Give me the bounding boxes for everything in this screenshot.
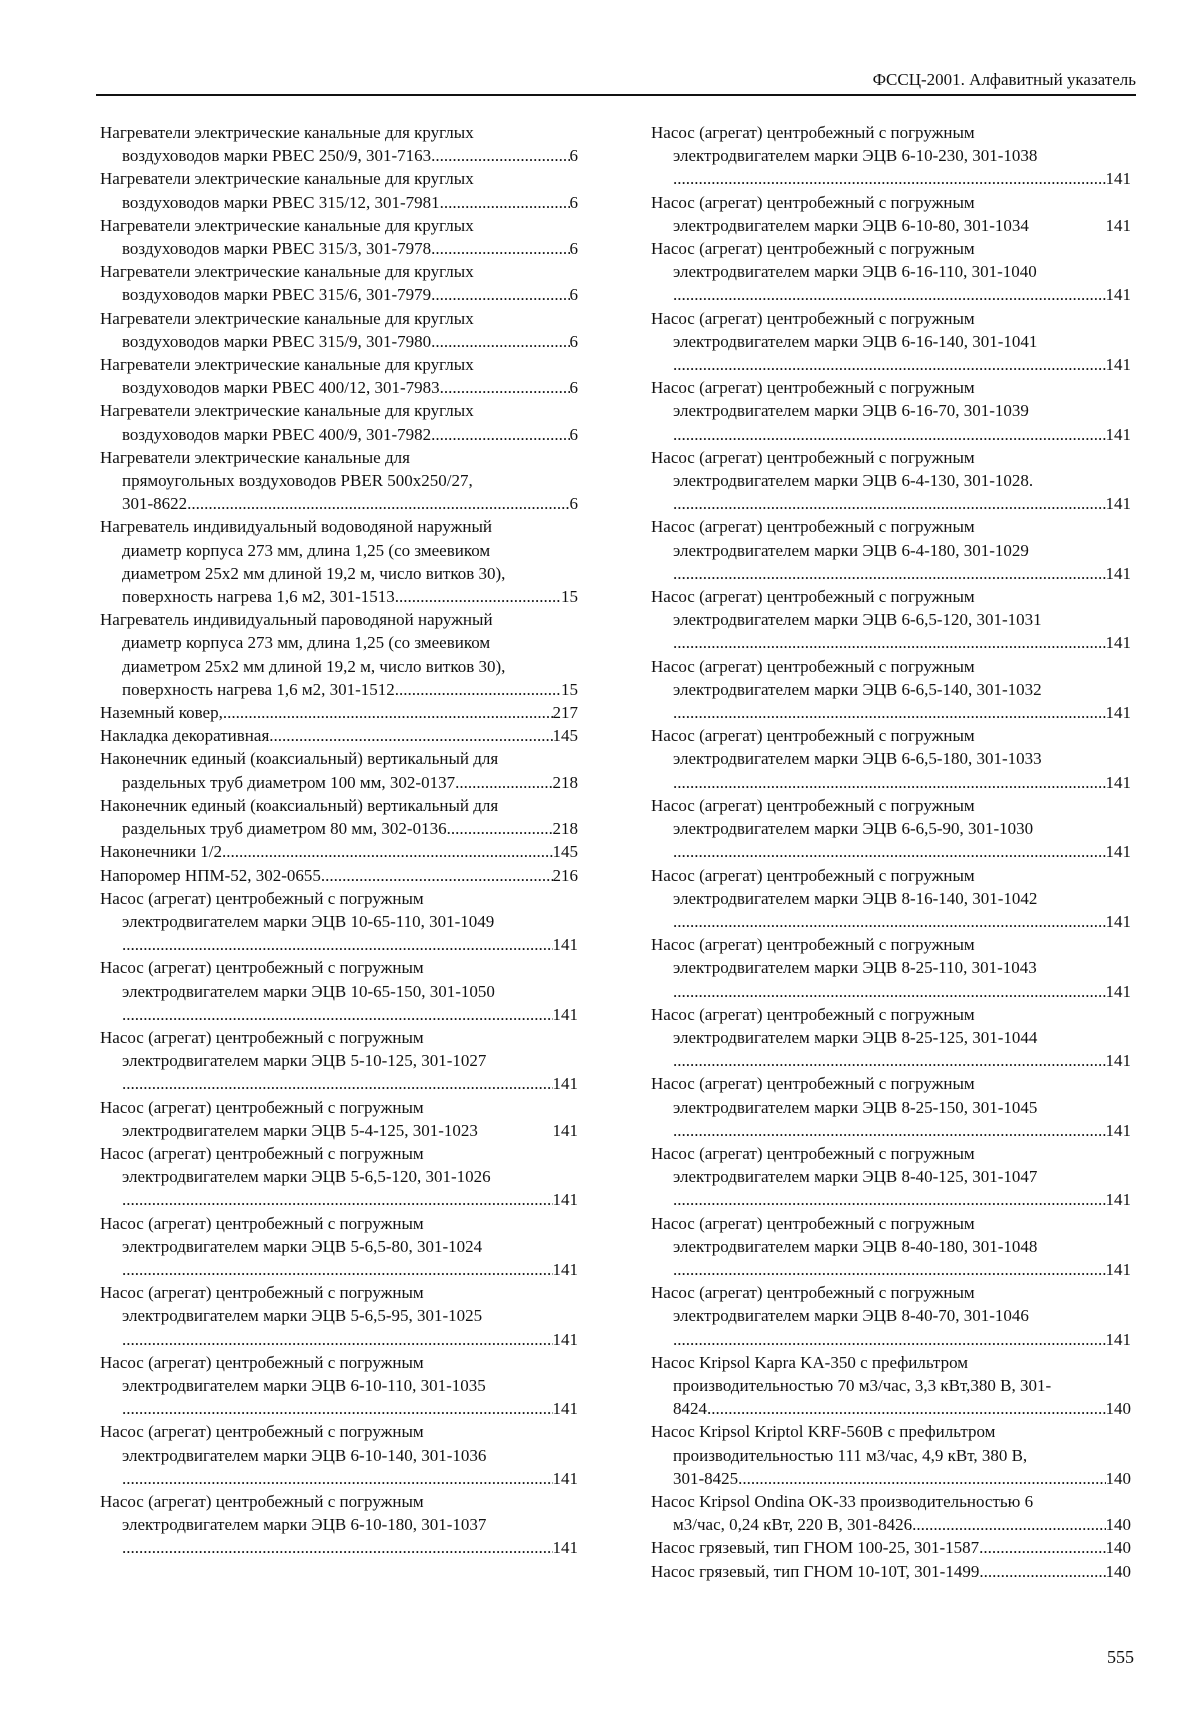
- index-entry-line: электродвигателем марки ЭЦВ 6-10-180, 301-1037: [122, 1515, 487, 1535]
- dot-leader: [122, 933, 553, 956]
- page-ref: 141: [552, 935, 578, 955]
- index-entry-line: производительностью 111 м3/час, 4,9 кВт, 380 В,: [673, 1445, 1028, 1465]
- index-entry-line: Насос Kripsol Kapra KA-350 с префильтром: [651, 1352, 968, 1372]
- dot-leader: [455, 771, 552, 794]
- index-entry-line: электродвигателем марки ЭЦВ 6-10-110, 301-1035: [122, 1375, 486, 1395]
- dot-leader: [223, 701, 553, 724]
- dot-leader: [431, 330, 569, 353]
- index-entry-line: электродвигателем марки ЭЦВ 8-40-180, 301-1048: [673, 1236, 1038, 1256]
- dot-leader: [673, 283, 1106, 306]
- page-ref: 6: [569, 285, 578, 305]
- index-entry: [651, 655, 1131, 725]
- dot-leader: [673, 1258, 1106, 1281]
- dot-leader: [673, 492, 1106, 515]
- index-entry: [651, 1536, 1131, 1559]
- entry-text: электродвигателем марки ЭЦВ 6-10-80, 301-1034: [673, 215, 1029, 235]
- index-column-right: [651, 121, 1131, 1583]
- dot-leader: [912, 1513, 1105, 1536]
- index-entry: [651, 1281, 1131, 1351]
- dot-leader: [673, 1119, 1106, 1142]
- dot-leader: [122, 1072, 553, 1095]
- index-entry-line: диаметром 25х2 мм длиной 19,2 м, число витков 30),: [122, 656, 506, 676]
- index-entry-page-line: [651, 771, 1131, 794]
- page-ref: 141: [552, 1538, 578, 1558]
- index-entry-line: Насос (агрегат) центробежный с погружным: [651, 1004, 975, 1024]
- page-ref: 145: [552, 726, 578, 746]
- page-ref: 6: [569, 494, 578, 514]
- page-ref: 145: [552, 842, 578, 862]
- dot-leader: [395, 585, 561, 608]
- index-entry-line: Насос (агрегат) центробежный с погружным: [100, 1491, 424, 1511]
- index-entry-line: электродвигателем марки ЭЦВ 5-6,5-120, 301-1026: [122, 1167, 491, 1187]
- index-entry-line: диаметр корпуса 273 мм, длина 1,25 (со змеевиком: [122, 540, 491, 560]
- entry-text: Накладка декоративная: [100, 726, 270, 746]
- index-entry-line: [100, 144, 578, 167]
- running-header: [96, 64, 1136, 96]
- index-entry-page-line: [651, 840, 1131, 863]
- dot-leader: [673, 423, 1106, 446]
- index-entry-line: [100, 840, 578, 863]
- index-entry-line: Насос (агрегат) центробежный с погружным: [651, 378, 975, 398]
- index-entry-line: электродвигателем марки ЭЦВ 6-6,5-120, 301-1031: [673, 610, 1042, 630]
- index-entry-line: [100, 585, 578, 608]
- index-entry-line: электродвигателем марки ЭЦВ 8-40-125, 301-1047: [673, 1167, 1038, 1187]
- entry-text: раздельных труб диаметром 100 мм, 302-0137: [122, 772, 456, 792]
- index-entry-line: [100, 283, 578, 306]
- dot-leader: [738, 1467, 1105, 1490]
- index-entry: [100, 307, 578, 353]
- index-entry: [100, 1212, 578, 1282]
- dot-leader: [673, 1049, 1106, 1072]
- entry-text: поверхность нагрева 1,6 м2, 301-1512: [122, 679, 395, 699]
- index-entry: [100, 167, 578, 213]
- index-entry: [651, 724, 1131, 794]
- entry-text: воздуховодов марки РВЕС 250/9, 301-7163: [122, 146, 432, 166]
- index-entry-line: [100, 191, 578, 214]
- page-ref: 141: [1105, 355, 1131, 375]
- index-entry-page-line: [651, 167, 1131, 190]
- page-ref: 141: [552, 1074, 578, 1094]
- index-entry-line: Насос (агрегат) центробежный с погружным: [100, 1422, 424, 1442]
- page-ref: 141: [1105, 633, 1131, 653]
- index-entry-line: Насос (агрегат) центробежный с погружным: [651, 935, 975, 955]
- index-entry: [651, 446, 1131, 516]
- index-entry-line: Наконечник единый (коаксиальный) вертикальный для: [100, 795, 499, 815]
- entry-text: 301-8425: [673, 1468, 739, 1488]
- index-entry-line: Насос (агрегат) центробежный с погружным: [651, 726, 975, 746]
- index-entry-line: Насос (агрегат) центробежный с погружным: [651, 865, 975, 885]
- dot-leader: [269, 724, 552, 747]
- index-entry-line: [100, 376, 578, 399]
- index-entry-line: Насос (агрегат) центробежный с погружным: [651, 656, 975, 676]
- index-entry-page-line: [651, 492, 1131, 515]
- dot-leader: [431, 283, 569, 306]
- page-ref: 141: [1105, 1259, 1131, 1279]
- index-entry-line: Насос (агрегат) центробежный с погружным: [100, 958, 424, 978]
- index-entry: [651, 1212, 1131, 1282]
- index-entry: [100, 887, 578, 957]
- page-ref: 141: [1105, 285, 1131, 305]
- index-entry: [100, 515, 578, 608]
- index-entry: [651, 307, 1131, 377]
- page-ref: 140: [1105, 1515, 1131, 1535]
- page-ref: 217: [552, 703, 578, 723]
- index-entry-line: [100, 237, 578, 260]
- page-ref: 141: [552, 1399, 578, 1419]
- entry-text: воздуховодов марки РВЕС 315/3, 301-7978: [122, 239, 432, 259]
- index-entry-line: [100, 1119, 578, 1142]
- page-ref: 141: [1105, 494, 1131, 514]
- page-ref: 141: [552, 1004, 578, 1024]
- index-entry-line: электродвигателем марки ЭЦВ 6-6,5-180, 301-1033: [673, 749, 1042, 769]
- index-entry-line: Насос (агрегат) центробежный с погружным: [100, 888, 424, 908]
- page-ref: 140: [1105, 1468, 1131, 1488]
- page-ref: 141: [1105, 424, 1131, 444]
- index-entry: [100, 747, 578, 793]
- index-entry-line: диаметром 25х2 мм длиной 19,2 м, число витков 30),: [122, 563, 506, 583]
- dot-leader: [673, 840, 1106, 863]
- dot-leader: [673, 167, 1106, 190]
- page-ref: 216: [552, 865, 578, 885]
- page-ref: 141: [1105, 703, 1131, 723]
- index-entry-line: Нагреватели электрические канальные для круглых: [100, 355, 474, 375]
- page-ref: 141: [1105, 772, 1131, 792]
- page-ref: 15: [561, 679, 578, 699]
- index-entry: [100, 608, 578, 701]
- index-entry-line: электродвигателем марки ЭЦВ 5-10-125, 301-1027: [122, 1051, 487, 1071]
- page-ref: 218: [552, 772, 578, 792]
- dot-leader: [673, 910, 1106, 933]
- index-entry-line: диаметр корпуса 273 мм, длина 1,25 (со змеевиком: [122, 633, 491, 653]
- page-ref: 6: [569, 378, 578, 398]
- index-entry-line: [651, 1536, 1131, 1559]
- index-entry-line: электродвигателем марки ЭЦВ 6-10-140, 301-1036: [122, 1445, 487, 1465]
- dot-leader: [673, 1188, 1106, 1211]
- index-entry-page-line: [100, 1328, 578, 1351]
- entry-text: Напоромер НПМ-52, 302-0655: [100, 865, 321, 885]
- page-ref: 141: [552, 1468, 578, 1488]
- dot-leader: [673, 1328, 1106, 1351]
- index-entry: [100, 1142, 578, 1212]
- index-entry-line: [100, 724, 578, 747]
- index-entry: [100, 1351, 578, 1421]
- index-entry-page-line: [651, 1258, 1131, 1281]
- index-entry: [100, 1490, 578, 1560]
- index-entry-line: [100, 771, 578, 794]
- page-ref: 6: [569, 239, 578, 259]
- index-entry-line: электродвигателем марки ЭЦВ 5-6,5-80, 301-1024: [122, 1236, 483, 1256]
- page-ref: 141: [1105, 1120, 1131, 1140]
- page-ref: 141: [1105, 1329, 1131, 1349]
- index-entry-line: электродвигателем марки ЭЦВ 6-16-110, 301-1040: [673, 262, 1037, 282]
- index-entry: [100, 864, 578, 887]
- page-ref: 141: [1105, 563, 1131, 583]
- dot-leader: [395, 678, 561, 701]
- dot-leader: [707, 1397, 1106, 1420]
- index-entry-line: Насос (агрегат) центробежный с погружным: [100, 1352, 424, 1372]
- index-entry-line: [100, 864, 578, 887]
- index-entry-line: [100, 492, 578, 515]
- index-entry-line: Нагреватели электрические канальные для круглых: [100, 308, 474, 328]
- page-ref: 6: [569, 331, 578, 351]
- dot-leader: [673, 353, 1106, 376]
- index-entry-line: Насос (агрегат) центробежный с погружным: [651, 517, 975, 537]
- page-ref: 141: [1105, 215, 1131, 235]
- entry-text: Насос грязевый, тип ГНОМ 10-10Т, 301-1499: [651, 1561, 980, 1581]
- dot-leader: [122, 1467, 553, 1490]
- entry-text: поверхность нагрева 1,6 м2, 301-1513: [122, 587, 395, 607]
- index-entry-line: Наконечник единый (коаксиальный) вертикальный для: [100, 749, 499, 769]
- index-entry-line: Нагреватели электрические канальные для: [100, 447, 410, 467]
- page-ref: 6: [569, 192, 578, 212]
- index-entry: [100, 121, 578, 167]
- index-entry-page-line: [651, 701, 1131, 724]
- page-number: 555: [1107, 1647, 1134, 1667]
- index-entry-line: Насос (агрегат) центробежный с погружным: [100, 1097, 424, 1117]
- dot-leader: [321, 864, 553, 887]
- entry-text: Насос грязевый, тип ГНОМ 100-25, 301-1587: [651, 1538, 980, 1558]
- page-ref: 6: [569, 146, 578, 166]
- page-ref: 140: [1105, 1561, 1131, 1581]
- page-ref: 140: [1105, 1399, 1131, 1419]
- page-ref: 141: [552, 1329, 578, 1349]
- index-entry: [651, 121, 1131, 191]
- dot-leader: [447, 817, 553, 840]
- index-entry-line: электродвигателем марки ЭЦВ 6-6,5-140, 301-1032: [673, 679, 1042, 699]
- index-entry-line: Нагреватель индивидуальный водоводяной наружный: [100, 517, 492, 537]
- index-entry-line: Насос Kripsol Ondina OK-33 производительностью 6: [651, 1491, 1034, 1511]
- index-entry: [651, 1420, 1131, 1490]
- dot-leader: [673, 701, 1106, 724]
- index-entry-line: Нагреватель индивидуальный пароводяной наружный: [100, 610, 493, 630]
- page-ref: 141: [1105, 1190, 1131, 1210]
- index-entry-line: Насос (агрегат) центробежный с погружным: [651, 1143, 975, 1163]
- index-entry: [100, 399, 578, 445]
- index-entry-page-line: [100, 1003, 578, 1026]
- header-title: ФССЦ-2001. Алфавитный указатель: [872, 70, 1136, 89]
- dot-leader: [440, 191, 570, 214]
- page-ref: 6: [569, 424, 578, 444]
- index-entry: [651, 1072, 1131, 1142]
- dot-leader: [222, 840, 552, 863]
- index-entry-line: Насос (агрегат) центробежный с погружным: [100, 1143, 424, 1163]
- dot-leader: [122, 1003, 553, 1026]
- index-entry: [100, 956, 578, 1026]
- page-ref: 141: [1105, 169, 1131, 189]
- index-entry-line: [100, 817, 578, 840]
- dot-leader: [431, 423, 569, 446]
- index-entry: [100, 1096, 578, 1142]
- dot-leader: [979, 1536, 1105, 1559]
- index-entry-line: Насос (агрегат) центробежный с погружным: [651, 795, 975, 815]
- index-entry: [100, 353, 578, 399]
- index-entry-page-line: [100, 1467, 578, 1490]
- entry-text: Наземный ковер,: [100, 703, 223, 723]
- dot-leader: [431, 237, 569, 260]
- index-entry-line: электродвигателем марки ЭЦВ 8-16-140, 301-1042: [673, 888, 1038, 908]
- index-entry-line: электродвигателем марки ЭЦВ 6-10-230, 301-1038: [673, 146, 1038, 166]
- index-entry-page-line: [100, 1258, 578, 1281]
- page-ref: 141: [1105, 842, 1131, 862]
- index-entry-line: [651, 214, 1131, 237]
- index-entry-line: [651, 1513, 1131, 1536]
- dot-leader: [122, 1188, 553, 1211]
- dot-leader: [673, 562, 1106, 585]
- page-ref: 141: [552, 1120, 578, 1140]
- index-entry-line: [100, 423, 578, 446]
- entry-text: воздуховодов марки РВЕС 315/9, 301-7980: [122, 331, 432, 351]
- dot-leader: [979, 1560, 1105, 1583]
- page-ref: 141: [552, 1259, 578, 1279]
- index-entry-line: Насос (агрегат) центробежный с погружным: [100, 1283, 424, 1303]
- index-entry: [100, 794, 578, 840]
- entry-text: воздуховодов марки РВЕС 315/12, 301-7981: [122, 192, 440, 212]
- index-entry-line: электродвигателем марки ЭЦВ 10-65-110, 301-1049: [122, 911, 495, 931]
- index-entry: [651, 1490, 1131, 1536]
- index-entry-line: Насос (агрегат) центробежный с погружным: [651, 447, 975, 467]
- index-entry: [100, 701, 578, 724]
- index-entry: [651, 376, 1131, 446]
- index-entry-line: Нагреватели электрические канальные для круглых: [100, 123, 474, 142]
- index-entry-line: электродвигателем марки ЭЦВ 6-4-180, 301-1029: [673, 540, 1029, 560]
- index-entry-page-line: [651, 353, 1131, 376]
- index-entry-page-line: [651, 283, 1131, 306]
- dot-leader: [122, 1258, 553, 1281]
- page-ref: 141: [1105, 1051, 1131, 1071]
- index-entry-line: Нагреватели электрические канальные для круглых: [100, 262, 474, 282]
- index-entry-page-line: [651, 1049, 1131, 1072]
- index-entry: [100, 214, 578, 260]
- index-entry-line: [100, 330, 578, 353]
- index-entry-line: Насос (агрегат) центробежный с погружным: [651, 239, 975, 259]
- page-ref: 15: [561, 587, 578, 607]
- index-entry: [100, 1026, 578, 1096]
- index-entry: [651, 515, 1131, 585]
- index-entry: [651, 191, 1131, 237]
- index-entry-line: Нагреватели электрические канальные для круглых: [100, 169, 474, 189]
- index-entry: [100, 840, 578, 863]
- index-entry-line: [651, 1397, 1131, 1420]
- index-entry-line: Насос (агрегат) центробежный с погружным: [651, 192, 975, 212]
- index-entry-page-line: [651, 631, 1131, 654]
- index-entry-page-line: [100, 1536, 578, 1559]
- index-entry-line: Насос (агрегат) центробежный с погружным: [100, 1213, 424, 1233]
- index-entry-page-line: [651, 910, 1131, 933]
- index-entry-line: электродвигателем марки ЭЦВ 8-40-70, 301-1046: [673, 1306, 1029, 1326]
- index-entry: [100, 1420, 578, 1490]
- index-entry-page-line: [100, 1397, 578, 1420]
- index-entry-line: электродвигателем марки ЭЦВ 8-25-150, 301-1045: [673, 1097, 1038, 1117]
- index-entry-line: электродвигателем марки ЭЦВ 10-65-150, 301-1050: [122, 981, 495, 1001]
- index-entry-line: электродвигателем марки ЭЦВ 8-25-110, 301-1043: [673, 958, 1037, 978]
- index-entry: [651, 1351, 1131, 1421]
- index-entry-page-line: [100, 933, 578, 956]
- index-entry-page-line: [651, 562, 1131, 585]
- entry-text: воздуховодов марки РВЕС 400/12, 301-7983: [122, 378, 440, 398]
- index-entry: [100, 446, 578, 516]
- index-entry: [651, 864, 1131, 934]
- index-entry-page-line: [651, 423, 1131, 446]
- index-entry-line: [651, 1560, 1131, 1583]
- index-entry-line: производительностью 70 м3/час, 3,3 кВт,380 В, 301-: [673, 1375, 1052, 1395]
- index-entry-line: [100, 678, 578, 701]
- index-entry-line: [100, 701, 578, 724]
- index-entry-line: Насос (агрегат) центробежный с погружным: [651, 587, 975, 607]
- index-entry: [651, 1560, 1131, 1583]
- index-entry-line: Нагреватели электрические канальные для круглых: [100, 215, 474, 235]
- dot-leader: [122, 1328, 553, 1351]
- dot-leader: [673, 771, 1106, 794]
- page-ref: 141: [552, 1190, 578, 1210]
- index-entry-page-line: [100, 1072, 578, 1095]
- index-entry-line: Насос (агрегат) центробежный с погружным: [651, 1074, 975, 1094]
- index-entry-line: электродвигателем марки ЭЦВ 5-6,5-95, 301-1025: [122, 1306, 483, 1326]
- dot-leader: [187, 492, 569, 515]
- entry-text: воздуховодов марки РВЕС 400/9, 301-7982: [122, 424, 432, 444]
- entry-text: Наконечники 1/2: [100, 842, 223, 862]
- dot-leader: [122, 1536, 553, 1559]
- index-entry-page-line: [651, 980, 1131, 1003]
- entry-text: м3/час, 0,24 кВт, 220 В, 301-8426: [673, 1515, 913, 1535]
- index-entry: [651, 1003, 1131, 1073]
- index-entry: [651, 1142, 1131, 1212]
- index-entry-line: электродвигателем марки ЭЦВ 6-16-140, 301-1041: [673, 331, 1038, 351]
- index-entry: [100, 1281, 578, 1351]
- index-entry-line: Насос (агрегат) центробежный с погружным: [100, 1027, 424, 1047]
- entry-text: электродвигателем марки ЭЦВ 5-4-125, 301-1023: [122, 1120, 478, 1140]
- index-entry-page-line: [651, 1188, 1131, 1211]
- index-entry: [651, 794, 1131, 864]
- entry-text: 8424: [673, 1399, 707, 1419]
- index-entry-line: прямоугольных воздуховодов PBER 500x250/27,: [122, 471, 473, 491]
- index-entry-line: Насос (агрегат) центробежный с погружным: [651, 1283, 975, 1303]
- page-ref: 141: [1105, 981, 1131, 1001]
- index-entry-line: электродвигателем марки ЭЦВ 6-4-130, 301-1028.: [673, 471, 1034, 491]
- entry-text: раздельных труб диаметром 80 мм, 302-0136: [122, 819, 447, 839]
- index-entry-page-line: [100, 1188, 578, 1211]
- dot-leader: [431, 144, 569, 167]
- index-entry-line: Насос Kripsol Kriptol KRF-560B с префильтром: [651, 1422, 996, 1442]
- index-entry-line: электродвигателем марки ЭЦВ 6-6,5-90, 301-1030: [673, 819, 1034, 839]
- page-ref: 141: [1105, 911, 1131, 931]
- dot-leader: [673, 980, 1106, 1003]
- page-ref: 218: [552, 819, 578, 839]
- index-entry-page-line: [651, 1328, 1131, 1351]
- index-entry-line: [651, 1467, 1131, 1490]
- index-entry: [100, 724, 578, 747]
- index-entry: [651, 585, 1131, 655]
- index-entry-line: Насос (агрегат) центробежный с погружным: [651, 123, 975, 142]
- index-entry: [651, 933, 1131, 1003]
- index-entry-page-line: [651, 1119, 1131, 1142]
- index-entry: [100, 260, 578, 306]
- dot-leader: [673, 631, 1106, 654]
- entry-text: воздуховодов марки РВЕС 315/6, 301-7979: [122, 285, 432, 305]
- entry-text: 301-8622: [122, 494, 188, 514]
- index-entry-line: Насос (агрегат) центробежный с погружным: [651, 1213, 975, 1233]
- index-entry: [651, 237, 1131, 307]
- page-ref: 140: [1105, 1538, 1131, 1558]
- dot-leader: [122, 1397, 553, 1420]
- index-entry-line: Нагреватели электрические канальные для круглых: [100, 401, 474, 421]
- index-entry-line: Насос (агрегат) центробежный с погружным: [651, 308, 975, 328]
- index-entry-line: электродвигателем марки ЭЦВ 8-25-125, 301-1044: [673, 1027, 1038, 1047]
- index-entry-line: электродвигателем марки ЭЦВ 6-16-70, 301-1039: [673, 401, 1029, 421]
- dot-leader: [440, 376, 570, 399]
- index-column-left: [100, 121, 578, 1560]
